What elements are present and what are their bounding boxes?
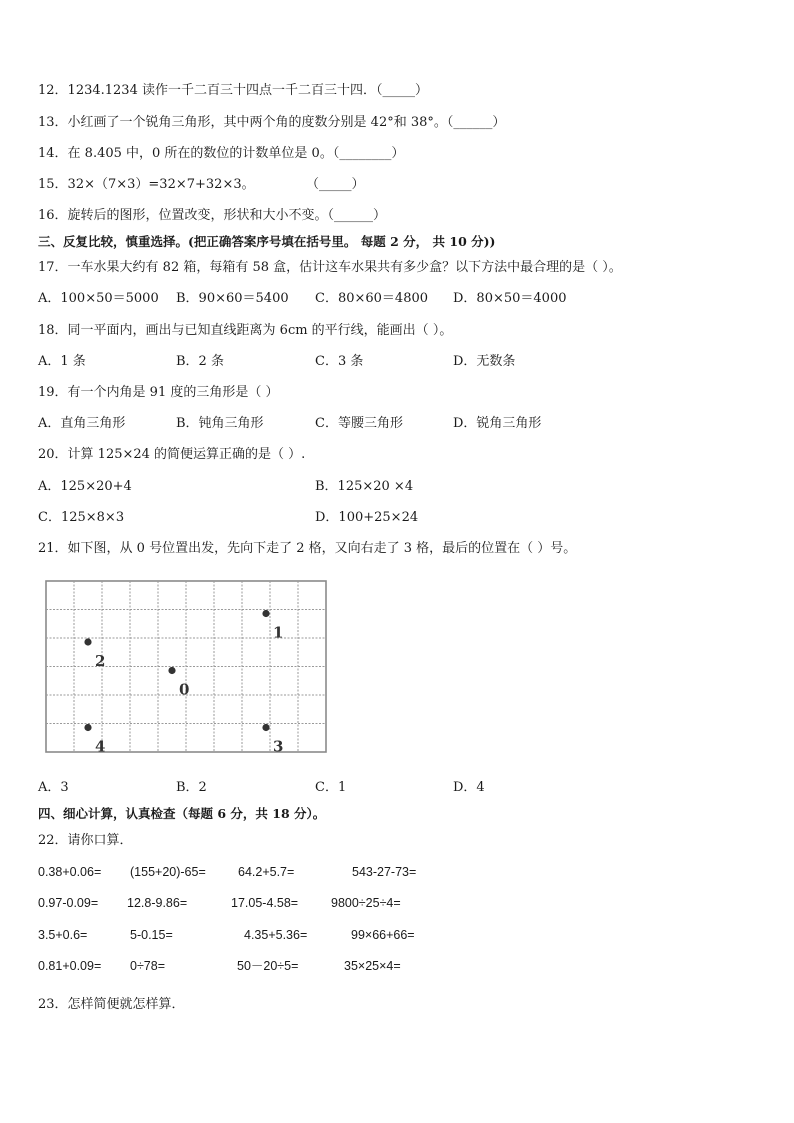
q17-option-d: D．80×50＝4000 — [453, 291, 567, 306]
q17-option-c: C．80×60＝4800 — [315, 291, 429, 306]
question-15-text: 15．32×（7×3）=32×7+32×3。 — [38, 177, 255, 192]
calc-item: 0.81+0.09= — [38, 959, 102, 973]
question-15-blank: （_____） — [306, 177, 365, 192]
q18-option-a: A．1 条 — [38, 354, 86, 369]
q21-option-c: C．1 — [315, 780, 347, 795]
calc-item: 0.38+0.06= — [38, 865, 102, 879]
q17-option-a: A．100×50＝5000 — [38, 291, 159, 306]
q19-option-a: A．直角三角形 — [38, 416, 126, 431]
q21-option-d: D．4 — [453, 780, 485, 795]
question-16: 16．旋转后的图形，位置改变，形状和大小不变。（______） — [38, 208, 387, 223]
grid-point-2 — [84, 638, 91, 645]
calc-item: 99×66+66= — [351, 928, 415, 942]
q18-option-d: D．无数条 — [453, 354, 516, 369]
grid-point-3 — [262, 724, 269, 731]
q20-option-c: C．125×8×3 — [38, 510, 125, 525]
question-15 — [38, 176, 255, 194]
question-19: 19．有一个内角是 91 度的三角形是（ ） — [38, 385, 279, 400]
question-20: 20．计算 125×24 的简便运算正确的是（ ）. — [38, 447, 306, 462]
calc-item: 5-0.15= — [130, 928, 173, 942]
calc-item: 0.97-0.09= — [38, 896, 99, 910]
question-23: 23．怎样简便就怎样算． — [38, 997, 185, 1012]
grid-point-4 — [84, 724, 91, 731]
q21-option-b: B．2 — [176, 780, 207, 795]
calc-item: 9800÷25÷4= — [331, 896, 401, 910]
q19-option-c: C．等腰三角形 — [315, 416, 403, 431]
grid-point-label-1: 1 — [273, 623, 284, 642]
grid-point-label-0: 0 — [179, 680, 190, 699]
question-13: 13．小红画了一个锐角三角形，其中两个角的度数分别是 42°和 38°。（______） — [38, 115, 506, 130]
question-12: 12．1234.1234 读作一千二百三十四点一千二百三十四．（_____） — [38, 83, 428, 98]
q18-option-b: B．2 条 — [176, 354, 224, 369]
q18-option-c: C．3 条 — [315, 354, 364, 369]
grid-point-0 — [168, 667, 175, 674]
question-22: 22．请你口算． — [38, 833, 133, 848]
q20-option-b: B．125×20 ×4 — [315, 479, 414, 494]
q19-option-b: B．钝角三角形 — [176, 416, 264, 431]
question-18: 18．同一平面内，画出与已知直线距离为 6cm 的平行线，能画出（ ）。 — [38, 323, 453, 338]
q20-option-a: A．125×20+4 — [38, 479, 132, 494]
grid-point-label-3: 3 — [273, 737, 284, 756]
calc-item: (155+20)-65= — [130, 865, 206, 879]
calc-item: 543-27-73= — [352, 865, 417, 879]
grid-point-label-2: 2 — [95, 652, 106, 670]
question-14: 14．在 8.405 中，0 所在的数位的计数单位是 0。（________） — [38, 146, 405, 161]
section-4-title: 四、细心计算，认真检查（每题 6 分，共 18 分）。 — [38, 806, 326, 821]
grid-point-label-4: 4 — [95, 737, 106, 756]
q20-option-d: D．100+25×24 — [315, 510, 419, 525]
question-21: 21．如下图，从 0 号位置出发，先向下走了 2 格，又向右走了 3 格，最后的位置在（ ）号。 — [38, 541, 577, 556]
calc-item: 3.5+0.6= — [38, 928, 88, 942]
calc-item: 4.35+5.36= — [244, 928, 308, 942]
grid-point-1 — [262, 610, 269, 617]
q17-option-b: B．90×60＝5400 — [176, 291, 289, 306]
calc-item: 12.8-9.86= — [127, 896, 188, 910]
q19-option-d: D．锐角三角形 — [453, 416, 542, 431]
calc-item: 17.05-4.58= — [231, 896, 299, 910]
question-17: 17．一车水果大约有 82 箱，每箱有 58 盒，估计这车水果共有多少盒？以下方法中最合理的是（ ）。 — [38, 260, 622, 275]
calc-item: 35×25×4= — [344, 959, 401, 973]
q21-option-a: A．3 — [38, 780, 69, 795]
calc-item: 0÷78= — [130, 959, 166, 973]
position-grid-figure — [42, 578, 330, 760]
calc-item: 64.2+5.7= — [238, 865, 295, 879]
section-3-title: 三、反复比较，慎重选择。(把正确答案序号填在括号里。 每题 2 分， 共 10 分)) — [38, 234, 496, 249]
calc-item: 50－20÷5= — [237, 959, 299, 973]
